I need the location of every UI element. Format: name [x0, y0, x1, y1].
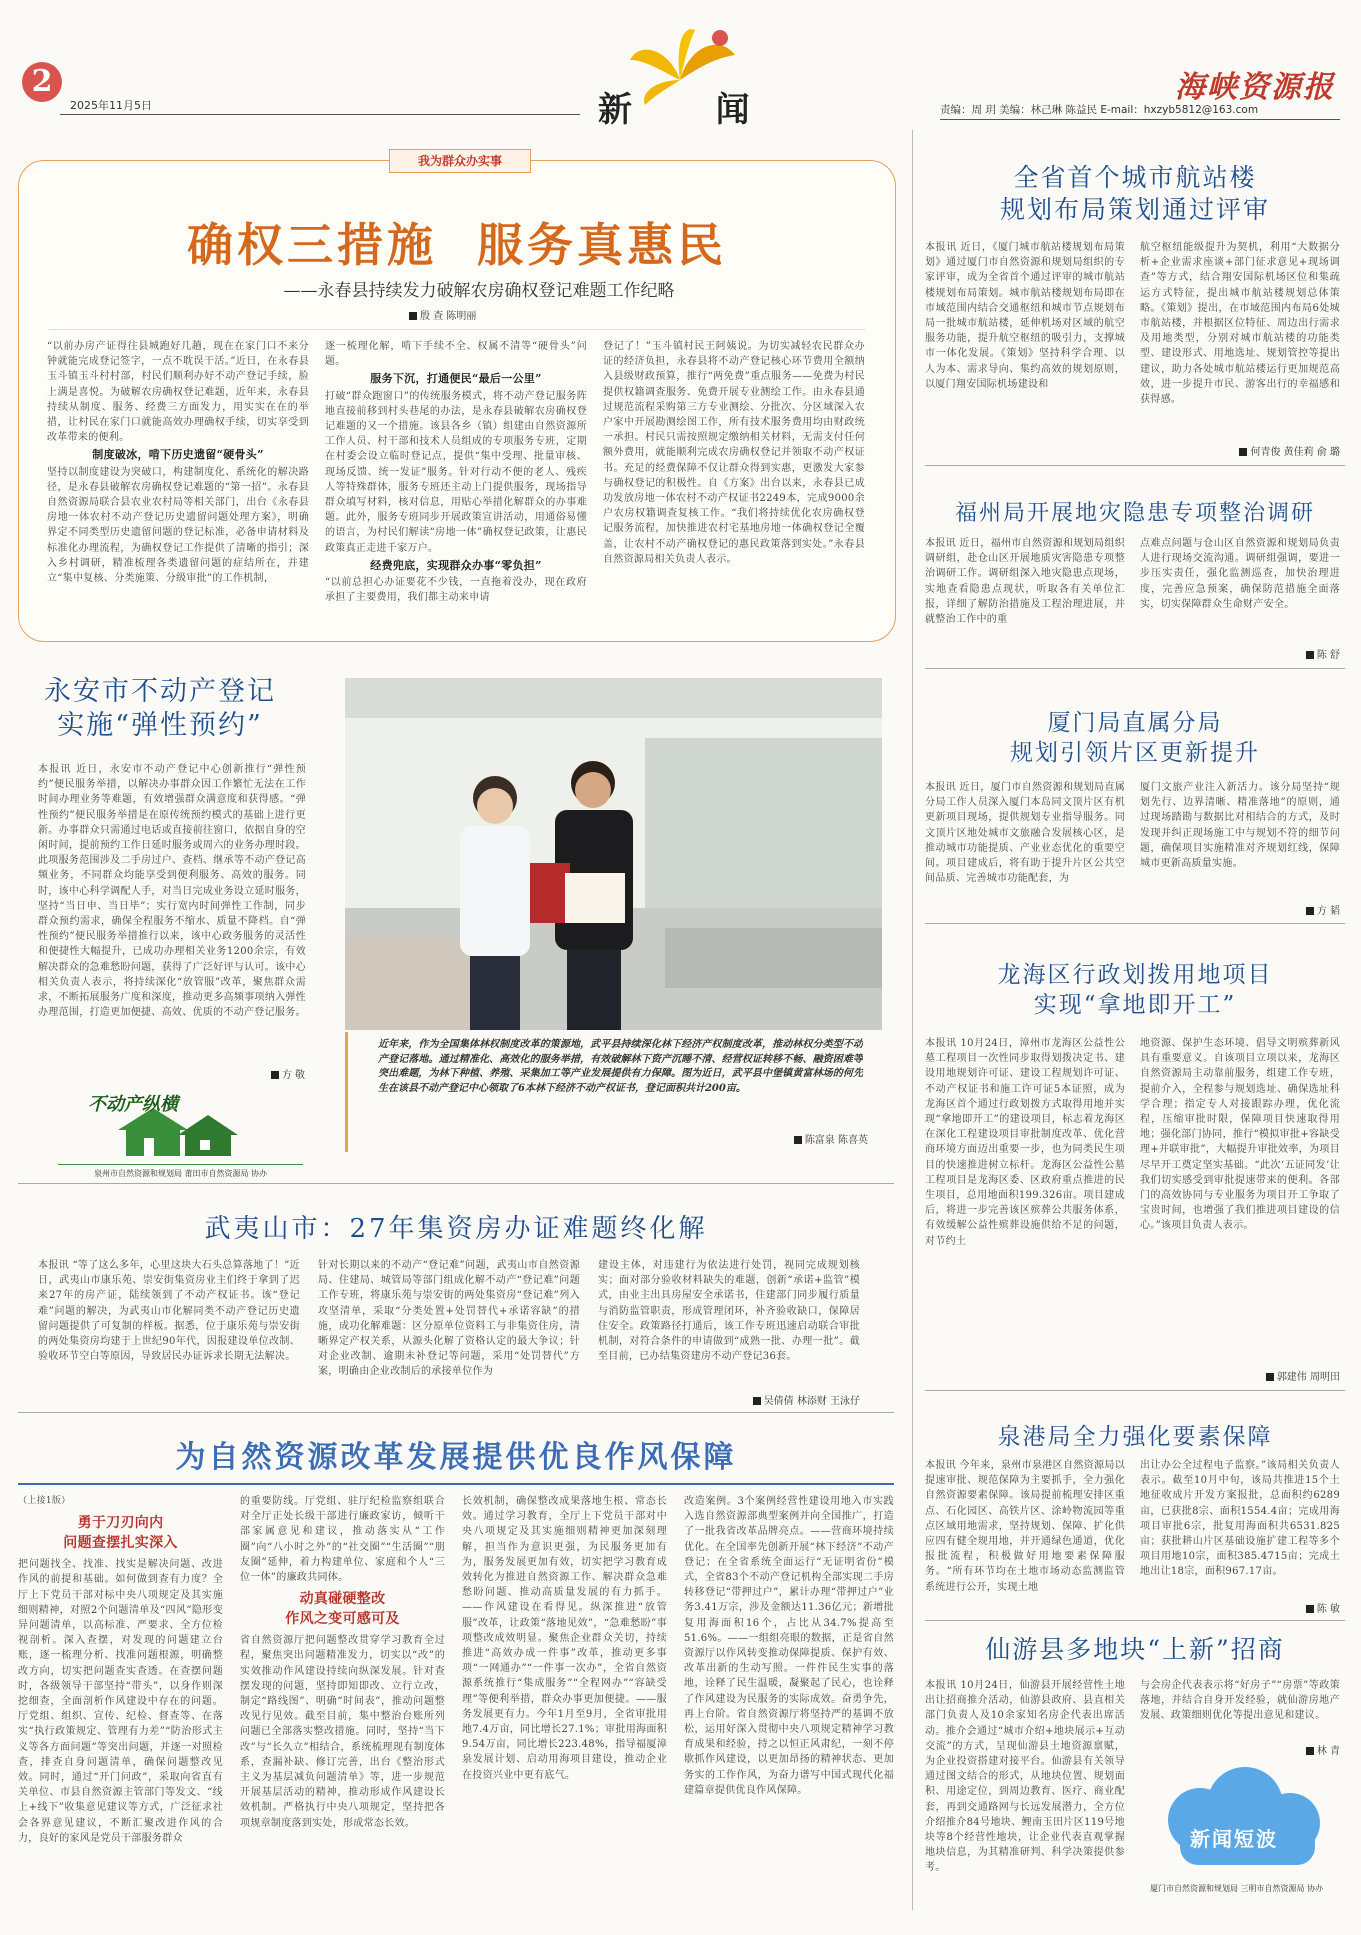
bottom-continued: （上接1版） [18, 1496, 71, 1506]
right1-title: 全省首个城市航站楼 规划布局策划通过评审 [999, 163, 1270, 224]
photo-caption: 近年来，作为全国集体林权制度改革的策源地，武平县持续深化林下经济产权制度改革，推动林权分类型不动产登记落地。通过精准化、高效化的服务举措，有效破解林下资产沉睡不清、经营权证转移不畅、融资困难等突出难题，为林下种植、养殖、采集加工等产业发展提供有力保障。图为近日，武平县中堡镇黄富林场的何先生在该县不动产登记中心领取了6本林下经济不动产权证书，登记面积共计200亩。 [378, 1039, 863, 1094]
yongan-title: 永安市不动产登记 实施“弹性预约” [44, 676, 276, 741]
news-brief-title: 新闻短波 [1190, 1827, 1278, 1851]
right2-col-2: 点难点问题与仓山区自然资源和规划局负责人进行现场交流沟通。调研组强调，要进一步压实责任，强化监测巡查，加快治理进度，完善应急预案，确保防范措施全面落实，切实保障群众生命财产安全。 [1140, 538, 1340, 610]
yongan-body: 本报讯 近日，永安市不动产登记中心创新推行“弹性预约”便民服务举措，以解决办事群众因工作繁忙无法在工作时间办理业务等难题，有效增强群众满意度和获得感。“弹性预约”便民服务举措是在原传统预约模式的基础上进行更新。办事群众只需通过电话或直接前往窗口，依据自身的空闲时间，提前预约工作日延时服务或周六的业务办理时段。此项服务范围涉及二手房过户、查档、继承等不动产登记高频业务，不同群众均能享受到便利服务、高效的服务。同时，该中心科学调配人手，对当日完成业务设立延时服务，坚持“当日申、当日毕”；实行宽内时间弹性工作制，同步群众预约需求，确保全程服务不缩水、质量不降档。自“弹性预约”便民服务举措推行以来，该中心政务服务的灵活性和便捷性大幅提升，已成功办理相关业务1200余宗，有效解决群众的急难愁盼问题，获得了广泛好评与认可。该中心相关负责人表示，将持续深化“放管服”改革，聚焦群众需求，不断拓展服务广度和深度，推动更多高频事项纳入弹性办理范围，打造更加便捷、高效、优质的不动产登记服务。 [38, 764, 306, 1019]
bottom-subhead-2: 动真碰硬整改 作风之变可感可及 [285, 1591, 400, 1628]
bottom-col-2: 的重要防线。厅党组、驻厅纪检监察组联合对全厅正处长级干部进行廉政家访，倾听干部家属意见和建议，推动落实从“工作圈”向“八小时之外”的“社交圈”“生活圈”“朋友圈”延伸，着力构建单位、家庭和个人“三位一体”的廉政共同体。 动真碰硬整改 作风之变可感可及 省自然资源厅把问题整改贯穿学习教育全过程，聚焦突出问题精准发力，切实以“改”的实效推动作风建设持续向纵深发展。针对查摆发现的问题，坚持即知即改、立行立改，制定“路线图”、明确“时间表”，推动问题整改见行见效。截至目前，集中整治台账所列问题已全部落实整改措施。同时，坚持“当下改”与“长久立”相结合，系统梳理现有制度体系，查漏补缺、修订完善，出台《整治形式主义为基层减负问题清单》等，进一步规范开展基层活动的精神，推动形成作风建设长效机制。严格执行中央八项规定，坚持把各项规章制度落到实处，形成常态长效。 [240, 1496, 445, 1829]
bottom-title: 为自然资源改革发展提供优良作风保障 [175, 1440, 737, 1475]
right5-title: 泉港局全力强化要素保障 [997, 1424, 1273, 1450]
masthead-rule-right [940, 119, 1340, 120]
editor-credits: 责编：周 玥 美编：林己琳 陈益民 E-mail：hxzyb5812@163.com [940, 104, 1259, 116]
photo-byline: 陈富泉 陈喜英 [678, 1131, 868, 1146]
bottom-col-3: 长效机制，确保整改成果落地生根、常态长效。通过学习教育，全厅上下党员干部对中央八项规定及其实施细则精神更加深刻理解，担当作为意识更强，为民服务更加有为，服务发展更加有效，切实把学习教育成效转化为推进自然资源工作、解决群众急难愁盼问题、推动高质量发展的有力抓手。——作风建设在看得见。纵深推进“放管服”改革，让政策“落地见效”，“急难愁盼”事项整改成效明显。聚焦企业群众关切，持续推进“高效办成一件事”改革，推动更多事项“一网通办”“一件事一次办”，全省自然资源系统推行“集成服务”“全程网办”“容缺受理”等便利举措，群众办事更加便捷。——服务发展更有力。今年1月至9月，全省审批用地7.4万亩，同比增长27.1%；审批用海面积9.54万亩，同比增长223.48%，指导福厦漳泉发展计划、启动用海项目建设，推动企业在投资兴业中更有底气。 [462, 1496, 667, 1781]
lead-kicker: 我为群众办实事 [389, 149, 531, 173]
wuyi-title: 武夷山市：27年集资房办证难题终化解 [204, 1214, 708, 1244]
right6-col-1: 本报讯 10月24日，仙游县开展经营性土地出让招商推介活动，仙游县政府、县直相关部门负责人及10余家知名房企代表出席活动。推介会通过“城市介绍+地块展示+互动交流”的方式，呈现仙游县土地资源禀赋，为企业投资搭建对接平台。仙游县有关领导通过图文结合的形式，从地块位置、规划面积、用途定位，到周边教育、医疗、商业配套，再到交通路网与长远发展潜力，全方位介绍推介84号地块、鲤南玉田片区119号地块等8个经营性地块，让企业代表直观掌握地块信息，为其精准研判、科学决策提供参考。 [925, 1680, 1125, 1874]
wuyi-top-separator [18, 1183, 894, 1184]
lead-subhead-1: 制度破冰，啃下历史遗留“硬骨头” [92, 448, 264, 462]
paper-name: 海峡资源报 [1175, 70, 1335, 105]
right1-separator [925, 465, 1345, 466]
news-photo [345, 678, 882, 1030]
masthead [0, 0, 1361, 130]
lead-article [18, 154, 896, 642]
lead-title: 确权三措施 服务真惠民 [186, 218, 728, 272]
right3-title: 厦门局直属分局 规划引领片区更新提升 [1010, 710, 1260, 766]
lead-title-rule [49, 329, 865, 330]
lead-byline: 殷 查 陈明丽 [409, 307, 549, 322]
right4-separator [925, 1390, 1345, 1391]
lead-col-2: 逐一梳理化解，啃下手续不全、权属不清等“硬骨头”问题。 服务下沉，打通便民“最后一公里” 打破“群众跑窗口”的传统服务模式，将不动产登记服务阵地直接前移到村头巷尾的办法，是永春县破解农房确权登记难题的又一个措施。该县各乡（镇）组建由自然资源所工作人员、村干部和技术人员组成的专项服务专班，定期在村委会设立临时登记点，提供“集中受理、批量审核、现场反馈、统一发证”服务。针对行动不便的老人、残疾人等特殊群体，服务专班还主动上门提供服务，现场指导群众填写材料，核对信息，用贴心举措化解群众的办事难题。此外，服务专班同步开展政策宣讲活动，用通俗易懂的语言，为村民们解读“房地一体”确权登记政策，让惠民政策真正走进千家万户。 经费兜底，实现群众办事“零负担” “以前总担心办证要花不少钱，一直拖着没办，现在政府承担了主要费用，我们都主动来申请 [325, 341, 587, 604]
right4-byline: 郭建伟 周明田 [1140, 1368, 1340, 1383]
right1-byline: 何青俊 黄佳莉 俞 璐 [1140, 443, 1340, 458]
right-column-divider [912, 130, 913, 1910]
section-title: 新 闻 [598, 90, 770, 130]
property-column-logo [58, 1090, 303, 1180]
wuyi-bottom-separator [18, 1412, 894, 1413]
right4-title: 龙海区行政划拨用地项目 实现“拿地即开工” [997, 962, 1273, 1018]
photo-scene [345, 678, 882, 1030]
bottom-title-rule [18, 1483, 894, 1485]
lead-subtitle: ——永春县持续发力破解农房确权登记难题工作纪略 [283, 281, 675, 301]
right5-byline: 陈 敏 [1140, 1600, 1340, 1615]
right2-separator [925, 668, 1345, 669]
right1-col-1: 本报讯 近日，《厦门城市航站楼规划布局策划》通过厦门市自然资源和规划局组织的专家评审，成为全省首个通过评审的城市航站楼规划布局策划。城市航站楼规划布局即在市域范围内结合交通枢纽和城市节点规划布局一批城市航站楼，延伸机场对区域的航空服务功能，提升航空枢纽的吸引力，支撑城市一体化发展。《策划》坚持科学合理、以人为本、需求导向、集约高效的规划原则，以厦门翔安国际机场建设和 [925, 242, 1125, 390]
right2-byline: 陈 舒 [1140, 646, 1340, 661]
property-column-credit: 泉州市自然资源和规划局 莆田市自然资源局 协办 [58, 1164, 303, 1179]
right4-col-2: 地资源、保护生态环境、倡导文明殡葬新风具有重要意义。自该项目立项以来，龙海区自然资源局主动靠前服务，组建工作专班，提前介入，全程参与规划选址、确保选址科学合理；指定专人对接跟踪办理，优化流程，压缩审批时限，保障项目快速取得用地；强化部门协同，推行“模拟审批+容缺受理+并联审批”，大幅提升审批效率，为项目尽早开工奠定坚实基础。“此次‘五证同发’让我们切实感受到审批提速带来的便利。各部门的高效协同与专业服务为项目开工争取了宝贵时间，也增强了我们推进项目建设的信心。”该项目负责人表示。 [1140, 1038, 1340, 1232]
yongan-byline: 方 敬 [200, 1066, 305, 1081]
property-column-title: 不动产纵横 [88, 1094, 178, 1115]
bottom-subhead-1: 勇于刀刃向内 问题查摆扎实深入 [63, 1515, 178, 1552]
right5-col-2: 出让办公全过程电子监察。”该局相关负责人表示。截至10月中旬，该局共推进15个土地征收成片开发方案报批，总面积约6289亩，已获批8宗、面积1554.4亩；完成用海项目审批6宗，批复用海面积共6531.825亩；获批耕山片区基础设施扩建工程等多个项目用地10宗，面积385.4715亩；完成土地出让18宗，面积967.17亩。 [1140, 1460, 1340, 1578]
right5-col-1: 本报讯 今年来，泉州市泉港区自然资源局以提速审批、规范保障为主要抓手，全力强化自然资源要素保障。该局提前梳理安排区重点、石化园区、高铁片区、涂岭物流园等重点区域用地需求，坚持规划、保障、扩化供应四有健全规用地，并开通绿色通道，优化报批流程，积极做好用地要素保障服务。“所有环节均在土地市场动态监测监管系统进行公开，实现土地 [925, 1460, 1125, 1593]
right4-col-1: 本报讯 10月24日，漳州市龙海区公益性公墓工程项目一次性同步取得划拨决定书、建设用地规划许可证、建设工程规划许可证、不动产权证书和施工许可证5本证照，成为龙海区首个通过行政划拨方式取得用地并实现“拿地即开工”的建设项目，标志着龙海区在深化工程建设项目审批制度改革、优化营商环境方面迈出重要一步，也为同类民生项目的快速推进树立标杆。龙海区公益性公墓工程项目是龙海区委、区政府重点推进的民生项目，总用地面积199.326亩。项目建成后，将进一步完善该区殡葬公共服务体系，有效缓解公益性殡葬设施供给不足的问题，对节约土 [925, 1038, 1125, 1247]
masthead-rule-left [60, 114, 580, 115]
bottom-col-4: 改造案例。3个案例经营性建设用地入市实践入选自然资源部典型案例并向全国推广，打造了一批我省改革品牌亮点。——营商环境持续优化。在全国率先创新开展“林下经济”不动产登记；在全省系统全面运行“无证明省份”模式，全省83个不动产登记机构全部实现二手房转移登记“带押过户”，累计办理“带押过户”业务3.41万宗，涉及金额达11.36亿元；新增批复用海面积16个，占比从34.7%提高至51.6%。——一组组亮眼的数据，正是省自然资源厅以作风转变推动保障提质、保护有效、改革出新的生动写照。一件件民生实事的落地，诠释了民生温暖，凝聚起了民心，也诠释了作风建设为民服务的实际成效。奋勇争先，再上台阶。省自然资源厅将坚持严的基调不放松，运用好深入贯彻中央八项规定精神学习教育成果和经验，持之以恒正风肃纪，一刻不停歇抓作风建设，以更加昂扬的精神状态、更加务实的工作作风，为奋力谱写中国式现代化福建篇章提供优良作风保障。 [684, 1496, 894, 1796]
wuyi-col-1: 本报讯 “等了这么多年，心里这块大石头总算落地了！”近日，武夷山市康乐苑、崇安街集资房业主们终于拿到了迟来27年的房产证，陆续领到了不动产权证书。该“登记难”问题的解决，为武夷山市化解同类不动产登记历史遗留问题提供了可复制的样板。据悉，位于康乐苑与崇安街的两处集资房均建于上世纪90年代，因报建设单位改制、验收环节空白等原因，导致居民办证诉求长期无法解决。 [38, 1260, 300, 1363]
cloud-icon [1160, 1765, 1330, 1875]
news-brief-logo [1150, 1765, 1340, 1905]
right3-separator [925, 923, 1345, 924]
right3-col-2: 厦门文旅产业注入新活力。该分局坚持“规划先行、边界清晰、精准落地”的原则，通过现场踏勘与数据比对相结合的方式，及时发现并纠正现场施工中与规划不符的细节问题，确保项目实施精准对齐规划红线，保障城市更新高质量实施。 [1140, 782, 1340, 870]
wuyi-byline: 吴倩倩 林添财 王泳仔 [660, 1392, 860, 1407]
lead-subhead-3: 经费兜底，实现群众办事“零负担” [370, 558, 542, 572]
right1-col-2: 航空枢纽能级提升为契机，利用“大数据分析+企业需求座谈+部门征求意见+现场调查”等方式，结合翔安国际机场区位和集疏运方式特征，提出城市航站楼规划总体策略。《策划》提出，在市域范围内布局6处城市航站楼，并根据区位特征、周边出行需求及用地类型，分别对城市航站楼的功能类型、建设形式、用地选址、规划管控等提出建议，助力各处城市航站楼运行更加规范高效，进一步提升市民、游客出行的幸福感和获得感。 [1140, 242, 1340, 406]
right3-byline: 方 韬 [1140, 902, 1340, 917]
right5-separator [925, 1620, 1345, 1621]
right6-byline: 林 青 [1140, 1742, 1340, 1757]
right2-title: 福州局开展地灾隐患专项整治调研 [954, 501, 1315, 526]
bottom-col-1: （上接1版） 勇于刀刃向内 问题查摆扎实深入 把问题找全、找准、找实是解决问题、改进作风的前提和基础。如何做到查有力度？全厅上下党员干部对标中央八项规定及其实施细则精神，对照2个问题清单及“四风”隐形变异问题清单，以高标准、严要求、全方位检视剖析。深入查摆，对发现的问题建立台账，逐一梳理分析、找准问题根源，明确整改方向，切实把问题查实查透。在查摆问题时，各级领导干部坚持“带头”，以身作则深挖细查，全面剖析作风建设中存在的问题。厅党组、组织、宣传、纪检、督查等、在落实“执行政策规定、管理有力差”“防治形式主义等各方面问题”等突出问题，并逐一对照检查，排查自身问题清单，确保问题整改见效。同时，通过“开门问政”，采取向省直有关单位、市县自然资源主管部门等发文、“线上+线下”收集意见建议等方式，广泛征求社会各界意见建议，不断汇聚改进作风的合力，良好的家风是党员干部服务群众 [18, 1496, 223, 1844]
right3-col-1: 本报讯 近日，厦门市自然资源和规划局直属分局工作人员深入厦门本岛同文顶片区有机更新项目现场，提供规划专业指导服务。同文顶片区地处城市文旅融合发展核心区，是推动城市功能提质、产业业态优化的重要空间。项目建成后，将有助于提升片区公共空间品质、完善城市功能配套，为 [925, 782, 1125, 885]
page-number-badge: 2 [22, 62, 62, 102]
lead-col-3: 登记了！”玉斗镇村民王阿姨说。为切实减轻农民群众办证的经济负担，永春县将不动产登记核心环节费用全额纳入县级财政预算，推行“两免费”重点服务——免费为村民提供权籍调查服务、免费开展专业测绘工作。由永春县通过规范流程采购第三方专业测绘、分批次、分区域深入农户家中开展勘测绘图工作，所有技术服务费用均由财政统一承担。村民只需按照规定缴纳相关材料，无需支付任何额外费用，就能顺利完成农房确权登记并领取不动产权证书。充足的经费保障不仅让群众得到实惠，更激发大家参与确权登记的积极性。自《方案》出台以来，永春县已成功发放房地一体农村不动产权证书2249本，完成9000余户农房权籍调查复核工作。“我们将持续优化农房确权登记服务流程，加快推进农村宅基地房地一体确权登记全覆盖，让农村不动产确权登记的惠民政策落到实处。”永春县自然资源局相关负责人表示。 [603, 341, 865, 565]
news-brief-credit: 厦门市自然资源和规划局 三明市自然资源局 协办 [1150, 1884, 1324, 1893]
wuyi-col-2: 针对长期以来的不动产“登记难”问题，武夷山市自然资源局、住建局、城管局等部门组成化解不动产“登记难”问题工作专班，将康乐苑与崇安街的两处集资房“登记难”列入攻坚清单，采取“分类处置+处罚替代+承诺容缺”的措施，成功化解难题：区分原单位资料工与非集资住房，清晰界定产权关系，从源头化解了资格认定的最大争议；针对企业改制、逾期未补登记等问题，采用“处罚替代”方案，明确由企业改制后的承接单位作为 [318, 1260, 580, 1378]
lead-subhead-2: 服务下沉，打通便民“最后一公里” [370, 372, 542, 386]
lead-col-1: “以前办房产证得往县城跑好几趟，现在在家门口不来分钟就能完成登记签字，一点不耽误干活。”近日，在永春县玉斗镇玉斗村村部，村民们顺利办好不动产登记手续，脸上满是喜悦。为破解农房确权登记难题，近年来，永春县持续从制度、服务、经费三方面发力，用实实在在的举措，让村民在家门口就能高效办理确权手续，切实享受到改革带来的便利。 制度破冰，啃下历史遗留“硬骨头” 坚持以制度建设为突破口，构建制度化、系统化的解决路径，是永春县破解农房确权登记难题的“第一招”。永春县自然资源局联合县农业农村局等相关部门，出台《永春县房地一体农村不动产登记历史遗留问题处理方案》，明确界定不同类型历史遗留问题的登记标准，必备申请材料及标准化办理流程，为确权登记工作提供了清晰的指引；深入乡村调研，精准梳理各类遗留问题的症结所在，并建立“集中复核、分类施策、分级审批”的工作机制， [47, 341, 309, 585]
issue-date: 2025年11月5日 [70, 99, 152, 112]
right6-col-2: 与会房企代表表示将“好房子”“房票”等政策落地，并结合自身开发经验，就仙游房地产发展、政策细则优化等提出意见和建议。 [1140, 1680, 1340, 1722]
wuyi-col-3: 建设主体，对违建行为依法进行处罚，视同完成规划核实；面对部分验收材料缺失的难题，创新“承诺+监管”模式，由业主出具房屋安全承诺书，住建部门同步履行质量与消防监管职责，形成管理闭环，补齐验收缺口，保障居住安全。政策路径打通后，该工作专班迅速启动联合审批机制，对符合条件的申请做到“成熟一批、办理一批”。截至目前，已办结集资建房不动产登记36套。 [598, 1260, 860, 1363]
right2-col-1: 本报讯 近日，福州市自然资源和规划局组织调研组，赴仓山区开展地质灾害隐患专项整治调研工作。调研组深入地灾隐患点现场，实地查看隐患点现状，听取各有关单位汇报，详细了解防治措施及工程治理进展，并就整治工作中的重 [925, 538, 1125, 626]
photo-caption-box [345, 1032, 885, 1152]
right6-title: 仙游县多地块“上新”招商 [985, 1635, 1285, 1664]
